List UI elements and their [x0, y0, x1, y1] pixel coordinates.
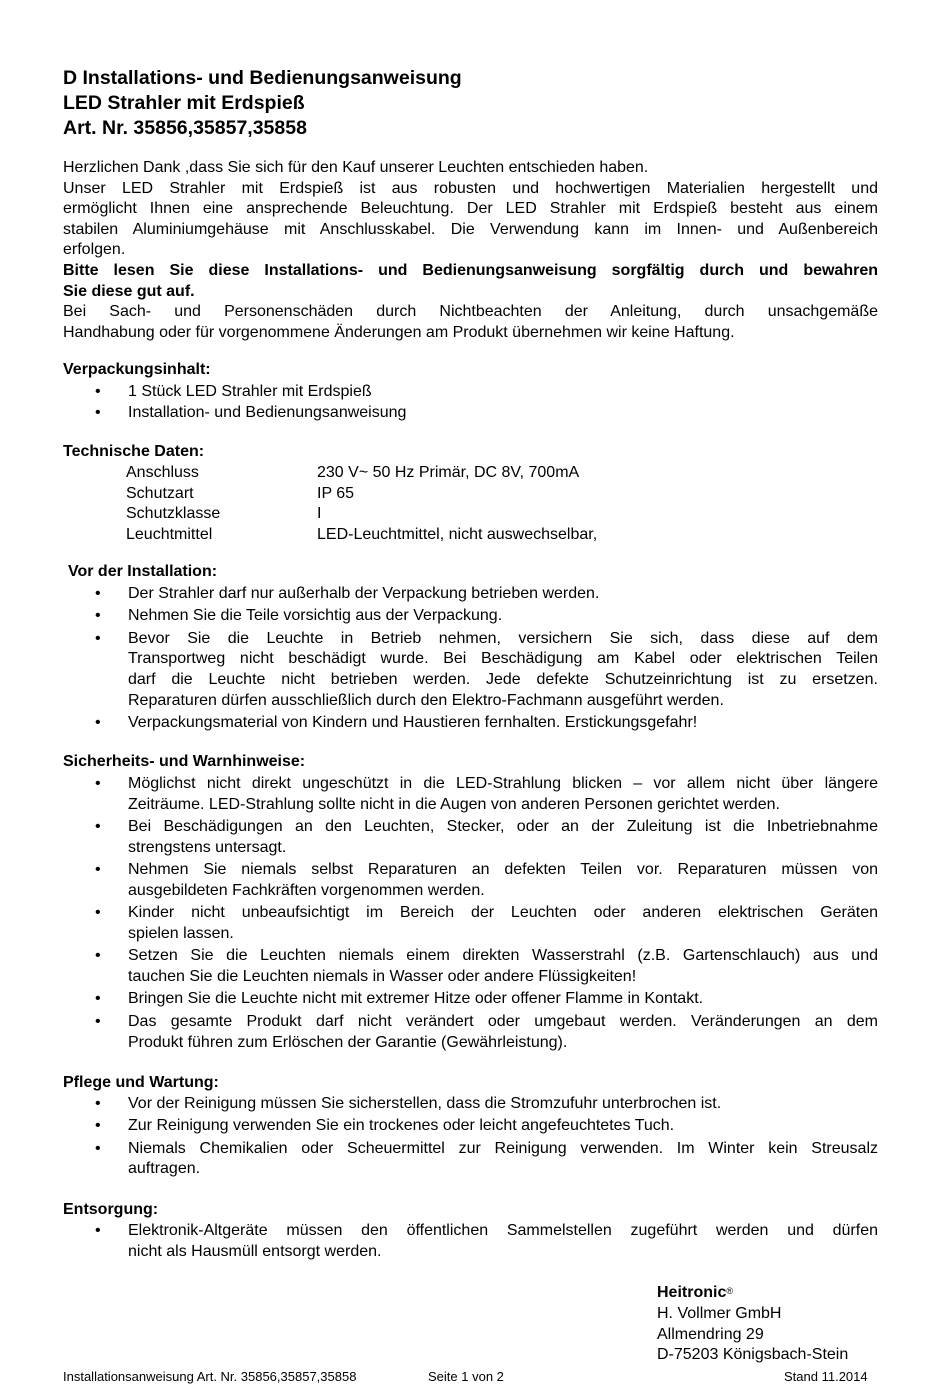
intro-line: erfolgen.: [63, 241, 126, 259]
section-heading-disposal: Entsorgung:: [63, 1201, 159, 1218]
item-text: • Setzen Sie die Leuchten niemals einem direkten Wasserstrahl (z.B. Gartenschlauch) aus und: [128, 947, 878, 965]
item-text: Zeiträume. LED-Strahlung sollte nicht in die Augen von anderen Personen gerichtet werden.: [128, 795, 780, 813]
item-text: • Vor der Reinigung müssen Sie sicherstellen, dass die Stromzufuhr unterbrochen ist.: [128, 1095, 722, 1112]
item-text: strengstens untersagt.: [128, 838, 287, 856]
section-heading-safety: Sicherheits- und Warnhinweise:: [63, 753, 306, 770]
item-text: Produkt führen zum Erlöschen der Garantie (Gewährleistung).: [128, 1033, 568, 1051]
item-text: nicht als Hausmüll entsorgt werden.: [128, 1242, 382, 1260]
contents-list: [63, 382, 878, 424]
title-line: D Installations- und Bedienungsanweisung: [63, 67, 462, 89]
disposal-list: [63, 1221, 878, 1263]
item-text: • Das gesamte Produkt darf nicht verändert oder umgebaut werden. Veränderungen an dem: [128, 1012, 878, 1030]
item-text: • Bringen Sie die Leuchte nicht mit extremer Hitze oder offener Flamme in Kontakt.: [128, 990, 704, 1008]
document-title: [63, 66, 462, 141]
spec-key: Anschluss: [126, 464, 199, 481]
before-install-list: [63, 584, 878, 734]
item-text: • Der Strahler darf nur außerhalb der Verpackung betrieben werden.: [128, 585, 600, 602]
intro-line: Handhabung oder für vorgenommene Änderungen am Produkt übernehmen wir keine Haftung.: [63, 323, 735, 341]
company-city: D-75203 Königsbach-Stein: [657, 1346, 849, 1364]
footer-doc-ref: Installationsanweisung Art. Nr. 35856,35857,35858: [63, 1369, 357, 1384]
spec-row: [126, 484, 597, 505]
list-item: • Installation- und Bedienungsanweisung: [63, 403, 878, 424]
item-text: tauchen Sie die Leuchten niemals in Wasser oder andere Flüssigkeiten!: [128, 968, 637, 986]
item-text: • Kinder nicht unbeaufsichtigt im Bereich der Leuchten oder anderen elektrischen Geräten: [128, 904, 878, 922]
list-item: [63, 606, 878, 627]
item-text: spielen lassen.: [128, 925, 234, 943]
section-heading-specs: Technische Daten:: [63, 443, 205, 460]
list-item: [63, 629, 878, 712]
list-item: • 1 Stück LED Strahler mit Erdspieß: [63, 382, 878, 403]
list-item: [63, 817, 878, 859]
list-item: [63, 774, 878, 816]
item-text: • Bevor Sie die Leuchte in Betrieb nehmen, versichern Sie sich, dass diese auf dem: [128, 629, 878, 647]
item-text: • Verpackungsmaterial von Kindern und Haustieren fernhalten. Erstickungsgefahr!: [128, 714, 698, 732]
list-item: [63, 1094, 878, 1115]
item-text: Transportweg nicht beschädigt wurde. Bei Beschädigung am Kabel oder elektrischen Teilen: [128, 650, 878, 668]
spec-key: Schutzklasse: [126, 505, 221, 523]
spec-value: LED-Leuchtmittel, nicht auswechselbar,: [317, 525, 598, 543]
company-address: [657, 1283, 848, 1366]
spec-value: I: [317, 505, 322, 523]
footer-page-number: Seite 1 von 2: [428, 1369, 504, 1384]
spec-table: [126, 463, 597, 545]
intro-line: Herzlichen Dank ,dass Sie sich für den Kauf unserer Leuchten entschieden haben.: [63, 159, 649, 176]
list-item: [63, 860, 878, 902]
list-item: [63, 1116, 878, 1137]
spec-row: [126, 504, 597, 525]
intro-bold-line: Sie diese gut auf.: [63, 282, 195, 300]
intro-line: stabilen Aluminiumgehäuse mit Anschlusskabel. Die Verwendung kann im Innen- und Außenbereich: [63, 220, 878, 238]
item-text: • Nehmen Sie niemals selbst Reparaturen an defekten Teilen vor. Reparaturen müssen von: [128, 861, 878, 879]
spec-row: [126, 463, 597, 484]
intro-line: Unser LED Strahler mit Erdspieß ist aus robusten und hochwertigen Materialien hergestellt und: [63, 179, 878, 197]
list-item: [63, 713, 878, 734]
list-item: [63, 584, 878, 605]
care-list: [63, 1094, 878, 1180]
section-heading-before-install: Vor der Installation:: [68, 563, 218, 580]
spec-value: 230 V~ 50 Hz Primär, DC 8V, 700mA: [317, 464, 580, 481]
spec-row: [126, 525, 597, 546]
item-text: • Nehmen Sie die Teile vorsichtig aus der Verpackung.: [128, 607, 503, 625]
intro-paragraph: [63, 158, 878, 343]
intro-bold-line: Bitte lesen Sie diese Installations- und Bedienungsanweisung sorgfältig durch und bewahren: [63, 261, 878, 279]
item-text: • Zur Reinigung verwenden Sie ein trockenes oder leicht angefeuchtetes Tuch.: [128, 1117, 675, 1135]
item-text: • Bei Beschädigungen an den Leuchten, Stecker, oder an der Zuleitung ist die Inbetriebnahme: [128, 818, 878, 836]
safety-list: [63, 774, 878, 1053]
item-text: ausgebildeten Fachkräften vorgenommen werden.: [128, 881, 485, 899]
section-heading-contents: Verpackungsinhalt:: [63, 361, 211, 378]
item-text: Reparaturen dürfen ausschließlich durch den Elektro-Fachmann ausgeführt werden.: [128, 691, 724, 709]
item-text: • Niemals Chemikalien oder Scheuermittel zur Reinigung verwenden. Im Winter kein Streusalz: [128, 1139, 878, 1157]
list-item: [63, 946, 878, 988]
company-name: H. Vollmer GmbH: [657, 1304, 782, 1322]
list-item: [63, 1139, 878, 1181]
title-line: Art. Nr. 35856,35857,35858: [63, 117, 307, 139]
company-street: Allmendring 29: [657, 1325, 764, 1343]
list-item: [63, 1012, 878, 1054]
brand-name: Heitronic: [657, 1284, 727, 1301]
spec-value: IP 65: [317, 484, 355, 502]
title-line: LED Strahler mit Erdspieß: [63, 92, 305, 114]
list-item: [63, 1221, 878, 1263]
company-brand: [657, 1283, 848, 1304]
spec-key: Leuchtmittel: [126, 525, 213, 543]
item-text: • Elektronik-Altgeräte müssen den öffentlichen Sammelstellen zugeführt werden und dürfen: [128, 1222, 878, 1239]
registered-mark: ®: [726, 1286, 733, 1296]
item-text: auftragen.: [128, 1160, 201, 1178]
footer-date: Stand 11.2014: [784, 1369, 868, 1384]
item-text: • Möglichst nicht direkt ungeschützt in die LED-Strahlung blicken – vor allem nicht über längere: [128, 775, 878, 792]
item-text: darf die Leuchte nicht betrieben werden. Jede defekte Schutzeinrichtung ist zu ersetzen.: [128, 671, 878, 689]
list-item: [63, 989, 878, 1010]
intro-line: ermöglicht Ihnen eine ansprechende Beleuchtung. Der LED Strahler mit Erdspieß besteht aus einem: [63, 200, 878, 218]
section-heading-care: Pflege und Wartung:: [63, 1074, 219, 1091]
intro-line: Bei Sach- und Personenschäden durch Nichtbeachten der Anleitung, durch unsachgemäße: [63, 303, 878, 321]
list-item: [63, 903, 878, 945]
spec-key: Schutzart: [126, 484, 194, 502]
